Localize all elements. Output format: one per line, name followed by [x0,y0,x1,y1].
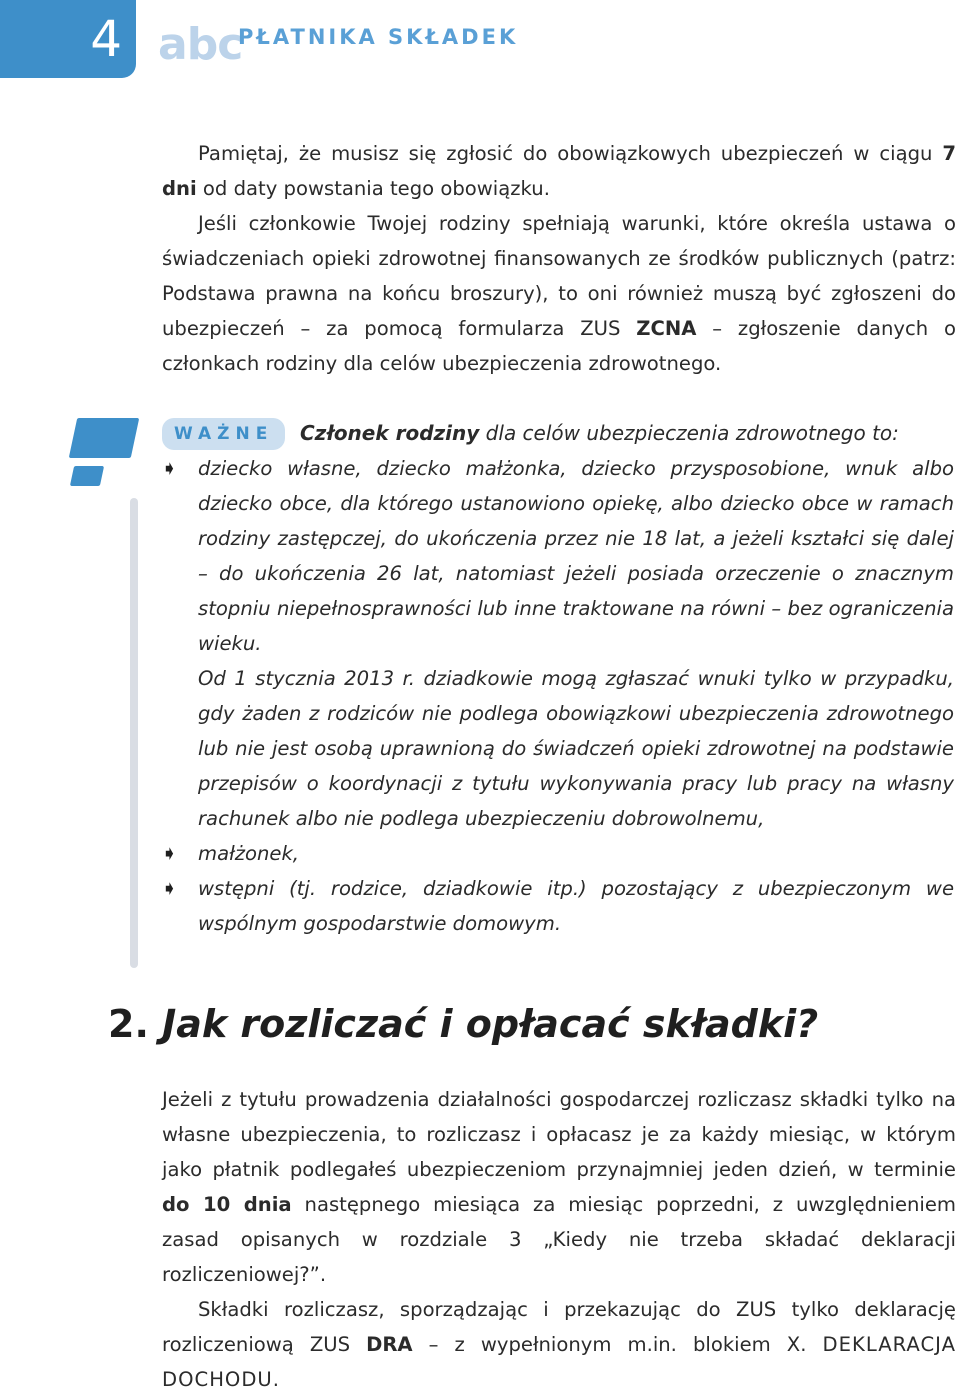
declaration-income-block: DEKLARACJA DOCHODU. [162,1333,956,1391]
important-intro [300,416,899,451]
bullet-item-ascendants: wstępni (tj. rodzice, dziadkowie itp.) pozostający z ubezpieczonym we wspólnym gospodarstwie domowym. [198,877,954,935]
deadline-10th-day: do 10 dnia [162,1193,292,1216]
section-title: Jak rozliczać i opłacać składki? [162,1002,819,1046]
section2-p2-text: Składki rozliczasz, sporządzając i przekazując do ZUS tylko deklarację rozliczeniową ZUS [162,1298,956,1356]
intro-paragraph-2 [162,206,956,381]
chapter-tab [0,0,136,78]
deadline-7-days: 7 dni [162,142,956,200]
chapter-number: 4 [90,10,122,68]
bullet-item-spouse: małżonek, [198,842,300,865]
section2-paragraph-1 [162,1082,956,1292]
intro-p1-text-end: od daty powstania tego obowiązku. [196,177,550,200]
important-intro-rest: dla celów ubezpieczenia zdrowotnego to: [479,421,899,445]
section2-p1-text-end: następnego miesiąca za miesiąc poprzedni, z uwzględnieniem zasad opisanych w rozdziale 3 „Kiedy nie trzeba składać deklaracji rozliczeniowej?”. [162,1193,957,1286]
important-side-bar [130,498,138,968]
page-header-title: PŁATNIKA SKŁADEK [238,25,519,49]
exclamation-icon [69,418,140,458]
intro-paragraph-1 [162,136,956,206]
abc-logo: abc [158,19,243,70]
arrow-bullet-icon: ➧ [161,456,178,480]
section-number: 2. [108,1002,149,1046]
bullet-item-grandparents-note: Od 1 stycznia 2013 r. dziadkowie mogą zgłaszać wnuki tylko w przypadku, gdy żaden z rodziców nie podlega obowiązkowi ubezpieczenia zdrowotnego lub nie jest osobą uprawnioną do świadczeń opieki zdrowotnej na podstawie przepisów o koordynacji z tytułu wykonywania pracy lub pracy na własny rachunek albo nie podlega ubezpieczeniu dobrowolnemu, [198,667,954,830]
arrow-bullet-icon: ➧ [161,876,178,900]
intro-p2-text: Jeśli członkowie Twojej rodziny spełniają warunki, które określa ustawa o świadczeniach opieki zdrowotnej finansowanych ze środków publicznych (patrz: Podstawa prawna na końcu broszury), to oni również muszą być zgłoszeni do ubezpieczeń – za pomocą formularza ZUS [162,212,956,340]
exclamation-dot-icon [70,466,104,486]
section2-p1-text: Jeżeli z tytułu prowadzenia działalności gospodarczej rozliczasz składki tylko na własne ubezpieczenia, to rozliczasz i opłacasz je za każdy miesiąc, w którym jako płatnik podlegałeś ubezpieczeniom przynajmniej jeden dzień, w terminie [162,1088,956,1181]
section2-p2-text-mid: – z wypełnionym m.in. blokiem X. [412,1333,823,1356]
arrow-bullet-icon: ➧ [161,841,178,865]
family-member-term: Członek rodziny [300,421,480,445]
important-badge: WAŻNE [162,418,285,450]
bullet-item-children: dziecko własne, dziecko małżonka, dziecko przysposobione, wnuk albo dziecko obce, dla którego ustanowiono opiekę, albo dziecko obce w ramach rodziny zastępczej, do ukończenia przez nie 18 lat, a jeżeli kształci się dalej – do ukończenia 26 lat, natomiast jeżeli posiada orzeczenie o znacznym stopniu niepełnosprawności lub inne traktowane na równi – bez ograniczenia wieku. [198,457,954,655]
section2-paragraph-2 [162,1292,956,1397]
form-zcna: ZCNA [636,317,697,340]
intro-p1-text: Pamiętaj, że musisz się zgłosić do obowiązkowych ubezpieczeń w ciągu [198,142,943,165]
form-dra: DRA [366,1333,413,1356]
section-heading [108,998,818,1050]
intro-p2-text-end: – zgłoszenie danych o członkach rodziny dla celów ubezpieczenia zdrowotnego. [162,317,956,375]
